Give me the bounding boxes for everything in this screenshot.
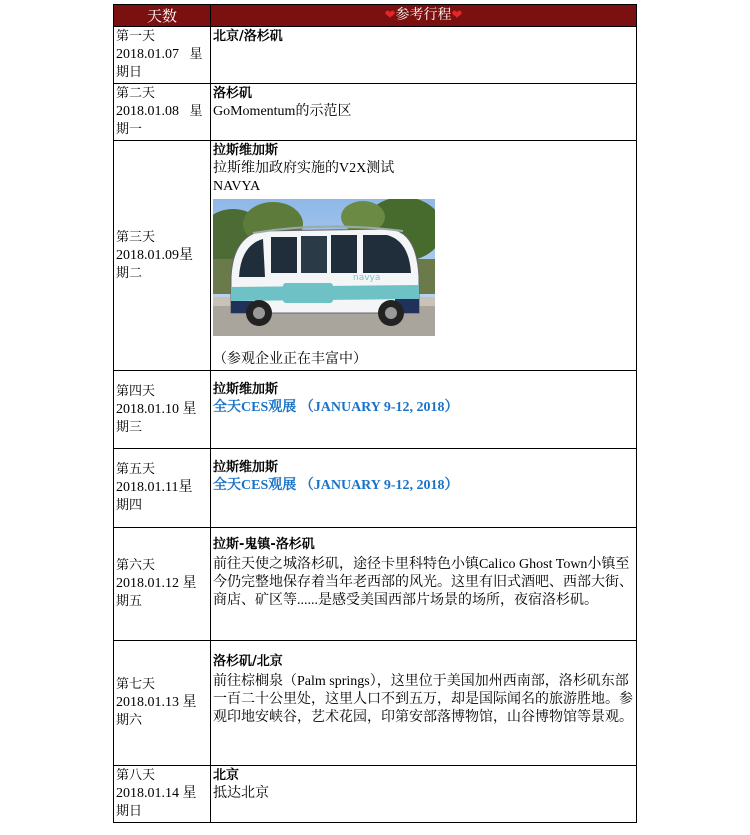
ces-link[interactable]: 全天CES观展 （JANUARY 9-12, 2018）	[213, 400, 459, 415]
header-itinerary	[211, 5, 637, 27]
plan-cell	[211, 141, 637, 371]
day-cell: 第一天 2018.01.07 星 期日	[114, 27, 211, 84]
day-title: 拉斯-鬼镇-洛杉矶	[213, 537, 315, 552]
header-itinerary-label: 参考行程	[395, 7, 452, 23]
heart-icon: ❤	[451, 8, 463, 23]
day-cell: 第二天 2018.01.08 星 期一	[114, 84, 211, 141]
day-cell: 第八天 2018.01.14 星 期日	[114, 766, 211, 823]
plan-cell	[211, 27, 637, 84]
table-row	[114, 449, 637, 528]
heart-icon: ❤	[384, 8, 396, 23]
table-header-row	[114, 5, 637, 27]
day-description: GoMomentum的示范区	[213, 104, 352, 119]
navya-shuttle-photo	[213, 199, 435, 336]
plan-cell	[211, 449, 637, 528]
day-title: 洛杉矶/北京	[213, 654, 283, 669]
day-cell: 第七天 2018.01.13 星 期六	[114, 641, 211, 766]
day-title: 拉斯维加斯	[213, 382, 279, 397]
day-cell: 第三天 2018.01.09星 期二	[114, 141, 211, 371]
plan-cell	[211, 528, 637, 641]
day-description: 拉斯维加政府实施的V2X测试	[213, 161, 395, 176]
table-row	[114, 641, 637, 766]
company-name: NAVYA	[213, 179, 261, 194]
header-days: 天数	[114, 5, 211, 27]
day-cell: 第四天 2018.01.10 星 期三	[114, 371, 211, 449]
day-title: 拉斯维加斯	[213, 460, 279, 475]
plan-cell	[211, 766, 637, 823]
table-row	[114, 528, 637, 641]
navya-logo-text: navya	[353, 273, 381, 283]
day-title: 拉斯维加斯	[213, 143, 279, 158]
plan-cell	[211, 641, 637, 766]
day-cell: 第五天 2018.01.11星 期四	[114, 449, 211, 528]
itinerary-table	[113, 4, 637, 823]
table-row	[114, 766, 637, 823]
day-title: 北京/洛杉矶	[213, 29, 283, 44]
table-row	[114, 27, 637, 84]
day-description: 前往天使之城洛杉矶，途径卡里科特色小镇Calico Ghost Town小镇至今仍完整地保存着当年老西部的风光。这里有旧式酒吧、西部大街、商店、矿区等......是感受美国西部片场景的场所，夜宿洛杉矶。	[213, 557, 633, 608]
day-description: 抵达北京	[213, 786, 269, 801]
table-row	[114, 84, 637, 141]
table-row	[114, 371, 637, 449]
day-description: 前往棕榈泉（Palm springs），这里位于美国加州西南部，洛杉矶东部一百二十公里处，这里人口不到五万，却是国际闻名的旅游胜地。参观印地安峡谷，艺术花园，印第安部落博物馆，山谷博物馆等景观。	[213, 674, 633, 725]
day-title: 洛杉矶	[213, 86, 253, 101]
plan-cell	[211, 371, 637, 449]
plan-cell	[211, 84, 637, 141]
ces-link[interactable]: 全天CES观展 （JANUARY 9-12, 2018）	[213, 478, 459, 493]
note-text: （参观企业正在丰富中）	[213, 352, 367, 367]
table-row	[114, 141, 637, 371]
day-cell: 第六天 2018.01.12 星 期五	[114, 528, 211, 641]
day-title: 北京	[213, 768, 240, 783]
